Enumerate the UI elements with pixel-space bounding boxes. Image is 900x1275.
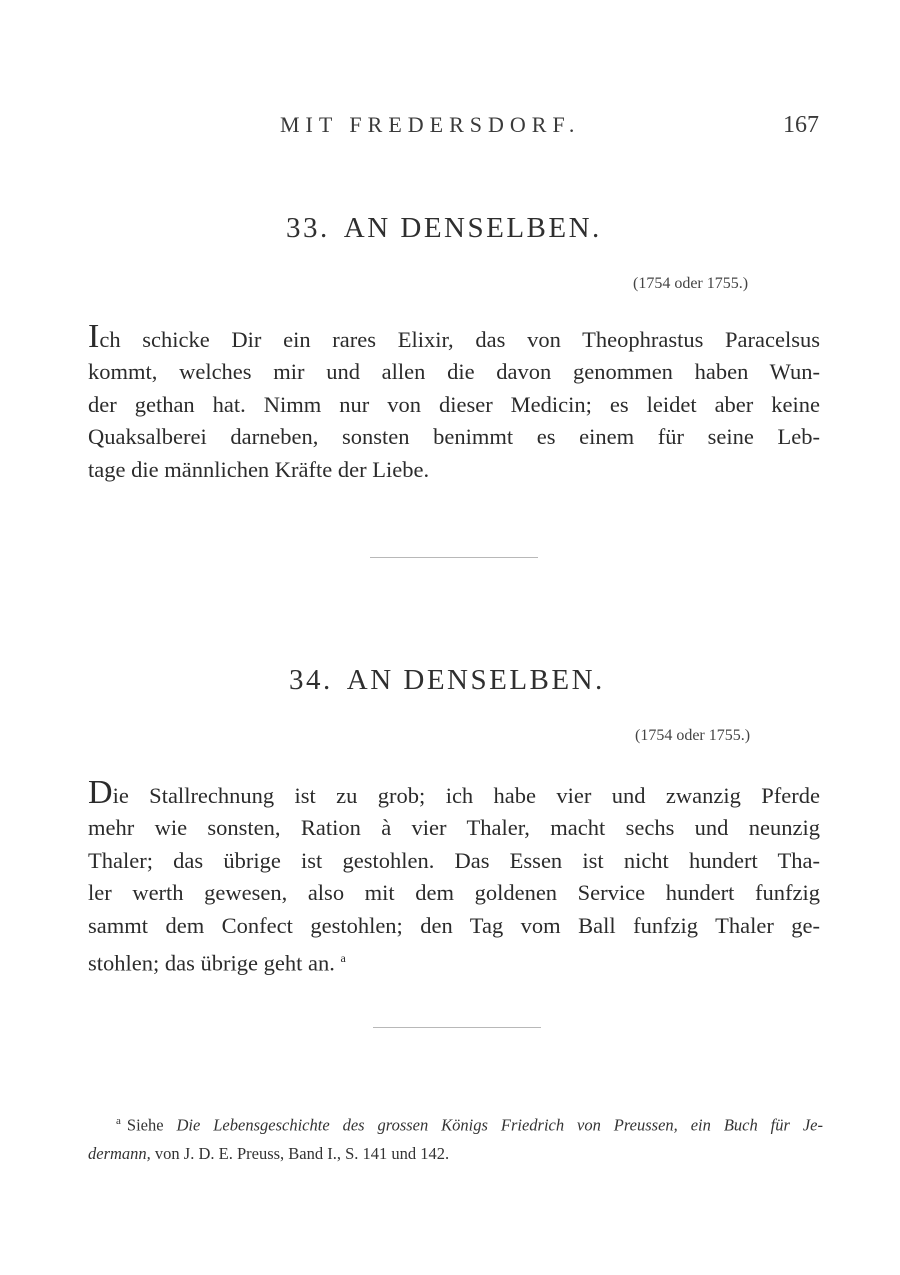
footnote-line: dermann, von J. D. E. Preuss, Band I., S. 141 und 142. [88,1143,450,1163]
footnote-mark: a [116,1115,121,1127]
text-line: Die Stallrechnung ist zu grob; ich habe vier und zwanzig Pferde [88,774,820,811]
letter-number: 34. [289,664,333,696]
text-line: Ich schicke Dir ein rares Elixir, das von Theophrastus Paracelsus [88,318,820,355]
letter-number: 33. [286,212,330,244]
text-line: mehr wie sonsten, Ration à vier Thaler, macht sechs und neunzig [88,815,820,841]
text-line: Quaksalberei darneben, sonsten benimmt es einem für seine Leb- [88,424,820,450]
page-number: 167 [783,112,819,138]
letter-heading-33 [286,212,602,245]
section-divider [373,1027,541,1028]
footnote [88,1107,823,1168]
running-title: MIT FREDERSDORF. [280,112,581,137]
text-line: sammt dem Confect gestohlen; den Tag vom Ball funfzig Thaler ge- [88,912,820,938]
drop-cap: I [88,318,100,355]
text-line: kommt, welches mir und allen die davon genommen haben Wun- [88,359,820,385]
letter-date: (1754 oder 1755.) [633,275,749,292]
drop-cap: D [88,774,113,811]
section-divider [370,557,538,558]
letter-title: AN DENSELBEN. [346,664,605,696]
text-line: der gethan hat. Nimm nur von dieser Medicin; es leidet aber keine [88,391,820,417]
letter-body-34 [88,776,820,980]
text-line: ler werth gewesen, also mit dem goldenen Service hundert funfzig [88,880,820,906]
footnote-line: $^a$ Siehe Die Lebensgeschichte des grossen Königs Friedrich von Preussen, ein Buch für Je- [116,1115,823,1135]
letter-date: (1754 oder 1755.) [635,727,751,744]
letter-heading-34 [289,664,605,697]
letter-title: AN DENSELBEN. [343,212,602,244]
footnote-reference[interactable]: a [340,951,346,966]
text-line: Thaler; das übrige ist gestohlen. Das Essen ist nicht hundert Tha- [88,847,820,873]
text-line: tage die männlichen Kräfte der Liebe. [88,456,430,482]
letter-body-33 [88,320,820,486]
text-line: stohlen; das übrige geht an. $^a$ [88,950,346,976]
